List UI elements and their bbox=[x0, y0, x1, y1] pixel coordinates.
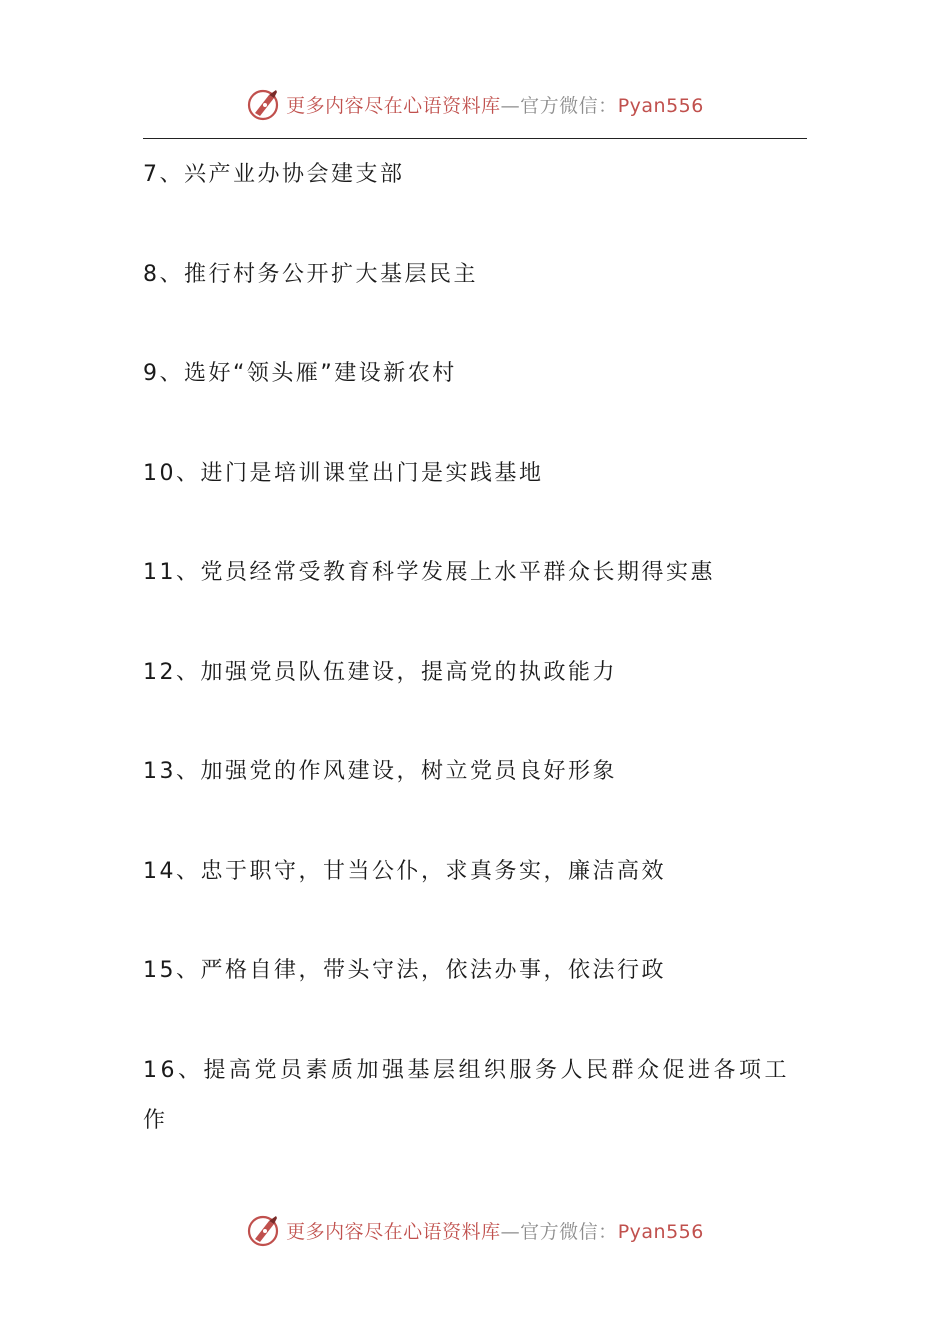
list-item: 11、党员经常受教育科学发展上水平群众长期得实惠 bbox=[143, 560, 715, 585]
pen-nib-circle-icon bbox=[246, 86, 282, 122]
watermark-official-label: 官方微信： bbox=[520, 1220, 618, 1243]
list-item: 9、选好“领头雁”建设新农村 bbox=[143, 361, 457, 386]
watermark-official-label: 官方微信： bbox=[520, 94, 618, 117]
list-item: 15、严格自律，带头守法，依法办事，依法行政 bbox=[143, 958, 666, 983]
list-item: 12、加强党员队伍建设，提高党的执政能力 bbox=[143, 659, 617, 685]
footer-watermark bbox=[0, 1210, 950, 1250]
watermark-dash: — bbox=[500, 1220, 521, 1243]
slogan-list bbox=[143, 150, 809, 1195]
header-watermark bbox=[0, 84, 950, 124]
watermark-wechat-id: Pyan556 bbox=[617, 1220, 704, 1243]
list-item: 7、兴产业办协会建支部 bbox=[143, 162, 405, 187]
watermark-dash: — bbox=[500, 94, 521, 117]
watermark-site-name: 更多内容尽在心语资料库 bbox=[286, 1220, 501, 1243]
list-item: 8、推行村务公开扩大基层民主 bbox=[143, 261, 478, 287]
pen-nib-circle-icon bbox=[246, 1212, 282, 1248]
list-item: 16、提高党员素质加强基层组织服务人民群众促进各项工作 bbox=[143, 1057, 790, 1133]
list-item: 14、忠于职守，甘当公仆，求真务实，廉洁高效 bbox=[143, 858, 666, 884]
list-item: 10、进门是培训课堂出门是实践基地 bbox=[143, 460, 544, 486]
watermark-site-name: 更多内容尽在心语资料库 bbox=[286, 94, 501, 117]
list-item: 13、加强党的作风建设，树立党员良好形象 bbox=[143, 759, 617, 784]
header-divider bbox=[143, 138, 807, 139]
watermark-wechat-id: Pyan556 bbox=[617, 94, 704, 117]
